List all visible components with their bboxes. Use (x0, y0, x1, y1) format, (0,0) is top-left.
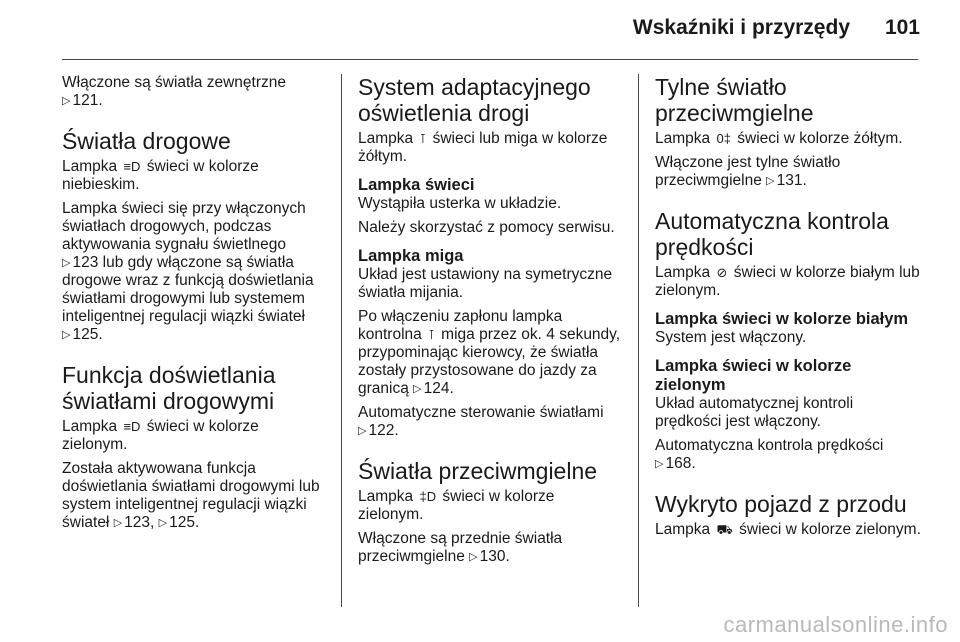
section-title-high-beam-assist: Funkcja doświetlania światłami drogowymi (62, 362, 276, 414)
page-ref[interactable]: ▷ 131. (766, 172, 807, 189)
header-title: Wskaźniki i przyrzędy (632, 16, 850, 39)
column-1 (62, 74, 328, 538)
reference-arrow-icon: ▷ (766, 175, 775, 187)
section-title-vehicle-ahead: Wykryto pojazd z przodu (655, 491, 907, 517)
rear-fog-light-icon: 0‡ (716, 131, 731, 146)
section-title-rear-fog: Tylne światło przeciwmgielne (655, 74, 814, 126)
column-3 (655, 74, 921, 545)
page-header (0, 0, 960, 60)
paragraph: Lampka świeci się przy włączonych światłach drogowych, podczas aktywowania sygnału świetlnego ▷ 123 lub gdy włączone są światła drogowe wraz z funkcją doświetlania światłami drogowymi lub systemem inteligentnej regulacji wiązki świateł ▷ 125. (62, 200, 314, 343)
paragraph: Układ automatycznej kontroli prędkości jest włączony. (655, 395, 854, 430)
page-ref[interactable]: ▷ 121. (62, 92, 103, 109)
page-ref[interactable]: ▷ 123, (113, 514, 155, 531)
intro-text: Włączone są światła zewnętrzne ▷ 121. (62, 74, 286, 109)
reference-arrow-icon: ▷ (62, 257, 71, 269)
reference-arrow-icon: ▷ (413, 383, 422, 395)
paragraph: Lampka ⛟ świeci w kolorze zielonym. (655, 521, 921, 538)
watermark: carmanualsonline.info (723, 612, 948, 637)
reference-arrow-icon: ▷ (62, 329, 71, 341)
paragraph: Lampka 0‡ świeci w kolorze żółtym. (655, 130, 903, 147)
paragraph: Wystąpiła usterka w układzie. (358, 195, 562, 212)
subheading-lamp-white: Lampka świeci w kolorze białym (655, 310, 909, 328)
paragraph: System jest włączony. (655, 329, 807, 346)
paragraph: Automatyczne sterowanie światłami ▷ 122. (358, 404, 604, 439)
adaptive-light-icon: ⊺ (419, 131, 427, 146)
paragraph: Automatyczna kontrola prędkości ▷ 168. (655, 437, 884, 472)
page-ref[interactable]: ▷ 122. (358, 422, 399, 439)
page-ref[interactable]: ▷ 123 (62, 254, 99, 271)
paragraph: Lampka ≡D świeci w kolorze zielonym. (62, 418, 259, 453)
reference-arrow-icon: ▷ (469, 551, 478, 563)
column-divider (638, 74, 639, 607)
front-fog-light-icon: ‡D (419, 489, 437, 504)
paragraph: Włączone jest tylne światło przeciwmgielne ▷ 131. (655, 154, 841, 189)
paragraph: Lampka ≡D świeci w kolorze niebieskim. (62, 158, 259, 193)
section-title-adaptive-lighting: System adaptacyjnego oświetlenia drogi (358, 74, 591, 126)
page-ref[interactable]: ▷ 124. (413, 380, 454, 397)
page-ref[interactable]: ▷ 130. (469, 548, 510, 565)
high-beam-assist-icon: ≡D (123, 419, 141, 434)
paragraph: Lampka ‡D świeci w kolorze zielonym. (358, 488, 555, 523)
cruise-control-icon: ⊘ (716, 265, 728, 280)
reference-arrow-icon: ▷ (158, 517, 168, 529)
page-ref[interactable]: ▷ 125. (158, 514, 200, 531)
paragraph: Lampka ⊘ świeci w kolorze białym lub zielonym. (655, 264, 920, 299)
reference-arrow-icon: ▷ (358, 425, 367, 437)
adaptive-light-icon: ⊺ (428, 327, 435, 342)
section-title-fog-lights: Światła przeciwmgielne (358, 458, 598, 484)
column-divider (341, 74, 342, 607)
paragraph: Lampka ⊺ świeci lub miga w kolorze żółtym. (358, 130, 608, 165)
paragraph: Włączone są przednie światła przeciwmgielne ▷ 130. (358, 530, 563, 565)
section-title-cruise-control: Automatyczna kontrola prędkości (655, 208, 889, 260)
header-rule (62, 59, 918, 60)
subheading-lamp-on: Lampka świeci (358, 176, 475, 194)
paragraph: Układ jest ustawiony na symetryczne światła mijania. (358, 266, 613, 301)
vehicle-ahead-icon: ⛟ (716, 522, 733, 537)
high-beam-icon: ≡D (123, 159, 141, 174)
section-title-high-beam: Światła drogowe (62, 128, 231, 154)
subheading-lamp-blinking: Lampka miga (358, 247, 464, 265)
paragraph: Po włączeniu zapłonu lampka kontrolna ⊺ miga przez ok. 4 sekundy, przypominając kierowcy, że światła zostały przystosowane do jazdy za granicą ▷ 124. (358, 308, 621, 397)
subheading-lamp-green: Lampka świeci w kolorze zielonym (655, 357, 852, 394)
page-number: 101 (884, 16, 920, 39)
reference-arrow-icon: ▷ (62, 95, 71, 107)
page-ref[interactable]: ▷ 168. (655, 455, 696, 472)
page-ref[interactable]: ▷ 125. (62, 326, 103, 343)
column-2 (358, 74, 624, 572)
reference-arrow-icon: ▷ (113, 517, 123, 529)
paragraph: Należy skorzystać z pomocy serwisu. (358, 219, 615, 236)
reference-arrow-icon: ▷ (655, 458, 664, 470)
paragraph: Została aktywowana funkcja doświetlania światłami drogowymi lub system inteligentnej regulacji wiązki świateł ▷ 123, ▷ 125. (62, 460, 320, 531)
